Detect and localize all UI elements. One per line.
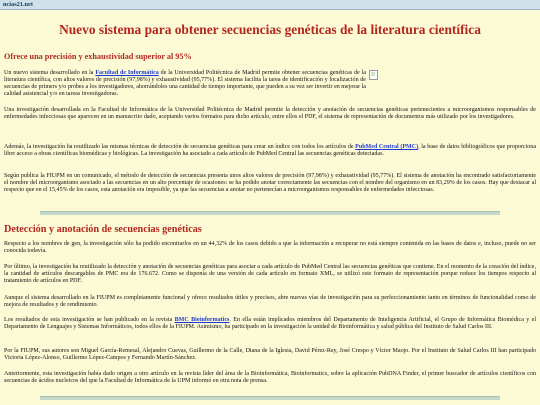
paragraph-3 bbox=[4, 144, 536, 158]
paragraph-7: Aunque el sistema desarrollado en la FIUPM es completamente funcional y ofrece resultados útiles y precisos, abre nuevas vías de investigación para su perfeccionamiento tanto en términos de funcionalidad como de mejora de resultados y de rendimiento. bbox=[4, 295, 536, 309]
footer-divider bbox=[40, 396, 500, 400]
paragraph-8 bbox=[4, 317, 536, 331]
broken-image-icon bbox=[369, 70, 378, 80]
paragraph-9: Por la FIUPM, sus autores son Miguel García-Remesal, Alejandro Cuevas, Guillermo de la Calle, Diana de la Iglesia, David Pérez-Rey, José Crespo y Víctor Maojo. Por el Instituto de Salud Carlos III han participado Victoria López-Alonso, Guillermo López-Campos y Fernando Martín-Sánchez. bbox=[4, 348, 536, 362]
paragraph-6: Por último, la investigación ha reutilizado la detección y anotación de secuencias genéticas para asociar a cada artículo de PubMed Central las secuencias genéticas que contiene. En el momento de la creación del índice, la cantidad de artículos descargables de PMC era de 176.672. Como se disponía de una versión de cada artículo en formato XML, se utilizó este formato de representación porque reduce los tiempos respecto al tratamiento de artículos en PDF. bbox=[4, 264, 536, 285]
paragraph-text: de la Universidad Politécnica de Madrid permite obtener secuencias genéticas de la literatura científica, con altos valores de precisión (97,98%) y exhaustividad (95,77%). El sistema facilita la tarea de identificación y localización de secuencias de primers y/o probes a los investigadores, ahorrándoles una cantidad de tiempo importante, que pueden a su vez ser invertir en mejorar la calidad asistencial y/o en tareas investigadoras. bbox=[4, 70, 366, 98]
page-subtitle: Ofrece una precisión y exhaustividad superior al 95% bbox=[4, 52, 192, 61]
site-header-bar bbox=[0, 0, 540, 10]
paragraph-10: Anteriormente, esta investigación había dado origen a otro artículo en la revista líder del área de la Bioinformática, Bioinformatics, sobre la aplicación PubDNA Finder, el primer buscador de artículos científicos con secuencias de ácidos nucleicos del que la Facultad de Informática de la UPM informó en otra nota de prensa. bbox=[4, 371, 536, 385]
paragraph-text: , la base de datos bibliográficos que proporciona libre acceso a obras científicas biomédicas y biológicas. La investigación ha asociado a cada artículo de PubMed Central las secuencias genéticas detectadas. bbox=[4, 144, 536, 158]
paragraph-text: Un nuevo sistema desarrollado en la bbox=[4, 70, 96, 76]
paragraph-intro bbox=[4, 70, 366, 98]
section-divider bbox=[40, 211, 500, 215]
site-label: ncias21.net bbox=[3, 1, 33, 8]
link-bmc-bioinformatics[interactable]: BMC Bioinformatics bbox=[174, 317, 230, 323]
link-pubmed-central[interactable]: PubMed Central (PMC) bbox=[355, 144, 419, 150]
paragraph-text: Además, la investigación ha reutilizado las mismas técnicas de detección de secuencias genéticas para crear un índice con todos los artículos de bbox=[4, 144, 356, 150]
paragraph-5: Respecto a los nombres de gen, la investigación sólo ha podido encontrarlos en un 44,32% de los casos debido a que la información a recuperar no está siempre contenida en las bases de datos e, incluso, puede no ser conocida todavía. bbox=[4, 241, 536, 255]
page-title: Nuevo sistema para obtener secuencias genéticas de la literatura científica bbox=[59, 22, 481, 37]
paragraph-4: Según publica la FIUPM en un comunicado, el método de detección de secuencias presenta unos altos valores de precisión (97,98%) y exhaustividad (95,77%). El sistema de anotación ha encontrado satisfactoriamente el nombre del microorganismo asociado a las secuencias en un alto porcentaje de ocasiones: se ha podido anotar correctamente las secuencias con el nombre del organismo en un 83,29% de los casos. Hay que destacar al respecto que en el 15,45% de los casos, esta anotación era imposible, ya que las secuencias a anotar no pertenecían a microorganismos responsables de enfermedades infecciosas. bbox=[4, 173, 536, 194]
paragraph-2: Una investigación desarrollada en la Facultad de Informática de la Universidad Politécnica de Madrid permite la detección y anotación de secuencias genéticas pertenecientes a microorganismos responsables de enfermedades infecciosas que aparecen en un manuscrito dado, aceptando varios formatos para dicho artículo, entre ellos el PDF, el sistema de representación de documentos más utilizado por los investigadores. bbox=[4, 107, 536, 121]
paragraph-text: Los resultados de esta investigación se han publicado en la revista bbox=[4, 317, 175, 323]
paragraph-text: . En ella están implicados miembros del Departamento de Inteligencia Artificial, el Grupo de Informática Biomédica y el Departamento de Lenguajes y Sistemas Informáticos, todos ellos de la FIUPM. Asimismo, ha participado en la investigación la unidad de Bioinformática y salud pública del Instituto de Salud Carlos III. bbox=[4, 317, 537, 331]
link-facultad-informatica[interactable]: Facultad de Informática bbox=[95, 70, 159, 76]
section-title: Detección y anotación de secuencias genéticas bbox=[4, 224, 202, 235]
